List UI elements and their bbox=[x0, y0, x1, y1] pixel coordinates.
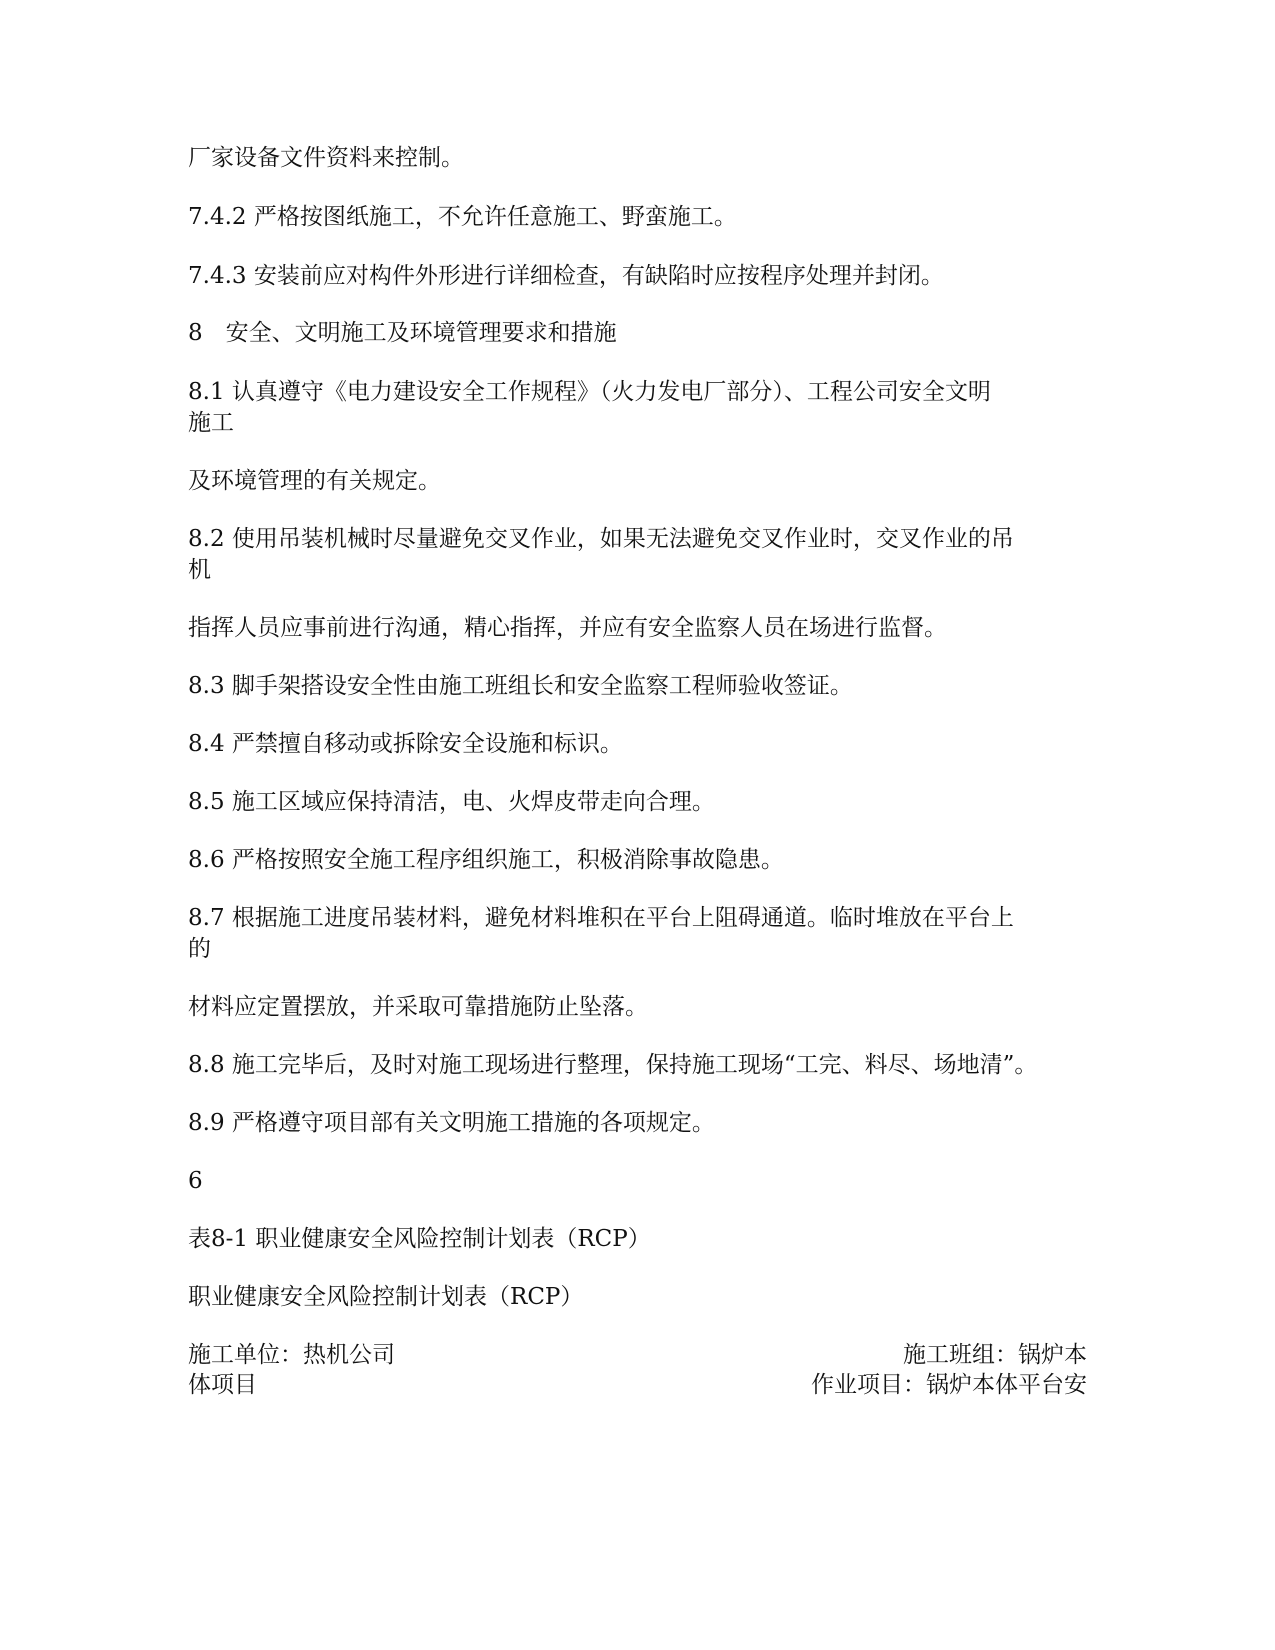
construction-team: 施工班组：锅炉本 bbox=[903, 1342, 1087, 1368]
construction-team-cont: 体项目 bbox=[188, 1372, 257, 1398]
text-line: 8.3 脚手架搭设安全性由施工班组长和安全监察工程师验收签证。 bbox=[188, 673, 853, 699]
table-title: 职业健康安全风险控制计划表（RCP） bbox=[188, 1284, 584, 1310]
table-caption: 表8-1 职业健康安全风险控制计划表（RCP） bbox=[188, 1226, 651, 1252]
page-number: 6 bbox=[188, 1168, 203, 1194]
construction-unit: 施工单位：热机公司 bbox=[188, 1342, 395, 1368]
text-line: 8.1 认真遵守《电力建设安全工作规程》（火力发电厂部分）、工程公司安全文明 bbox=[188, 379, 991, 405]
text-line: 7.4.2 严格按图纸施工，不允许任意施工、野蛮施工。 bbox=[188, 204, 737, 230]
text-line: 8.5 施工区域应保持清洁，电、火焊皮带走向合理。 bbox=[188, 789, 715, 815]
text-line: 指挥人员应事前进行沟通，精心指挥，并应有安全监察人员在场进行监督。 bbox=[188, 615, 947, 641]
text-line: 厂家设备文件资料来控制。 bbox=[188, 145, 464, 171]
text-line: 8.4 严禁擅自移动或拆除安全设施和标识。 bbox=[188, 731, 623, 757]
text-line: 8.9 严格遵守项目部有关文明施工措施的各项规定。 bbox=[188, 1110, 715, 1136]
text-line: 施工 bbox=[188, 410, 234, 436]
text-line: 8.7 根据施工进度吊装材料，避免材料堆积在平台上阻碍通道。临时堆放在平台上 bbox=[188, 905, 1014, 931]
text-line: 材料应定置摆放，并采取可靠措施防止坠落。 bbox=[188, 994, 648, 1020]
text-line: 及环境管理的有关规定。 bbox=[188, 468, 441, 494]
text-line: 8.2 使用吊装机械时尽量避免交叉作业，如果无法避免交叉作业时，交叉作业的吊 bbox=[188, 526, 1014, 552]
text-line: 的 bbox=[188, 936, 211, 962]
text-line: 机 bbox=[188, 557, 211, 583]
work-item: 作业项目：锅炉本体平台安 bbox=[811, 1372, 1087, 1398]
text-line: 7.4.3 安装前应对构件外形进行详细检查，有缺陷时应按程序处理并封闭。 bbox=[188, 263, 944, 289]
text-line: 8.8 施工完毕后，及时对施工现场进行整理，保持施工现场“工完、料尽、场地清”。 bbox=[188, 1052, 1038, 1078]
text-line: 8.6 严格按照安全施工程序组织施工，积极消除事故隐患。 bbox=[188, 847, 784, 873]
section-heading: 8 安全、文明施工及环境管理要求和措施 bbox=[188, 320, 617, 346]
